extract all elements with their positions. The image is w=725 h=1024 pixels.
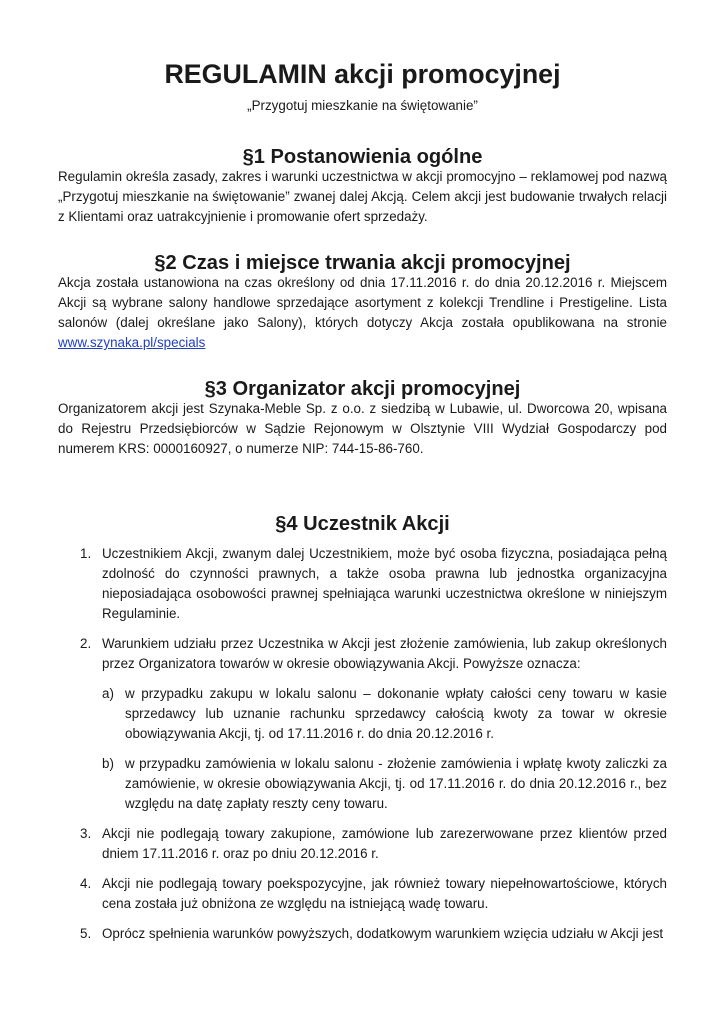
list-item (58, 544, 667, 624)
list-item-text: Oprócz spełnienia warunków powyższych, dodatkowym warunkiem wzięcia udziału w Akcji jest (102, 926, 664, 941)
sub-list-item (102, 684, 667, 744)
document-title: REGULAMIN akcji promocyjnej (164, 59, 561, 89)
section-3-heading: §3 Organizator akcji promocyjnej (204, 378, 521, 400)
list-item (58, 874, 667, 914)
section-participant (58, 514, 667, 944)
participant-rules-list (58, 544, 667, 944)
list-item-number: 1. (80, 546, 92, 561)
list-item-text: Uczestnikiem Akcji, zwanym dalej Uczestnikiem, może być osoba fizyczna, posiadająca pełną zdolność do czynności prawnych, a także osoba prawna lub jednostka organizacyjna nieposiadająca osobowości prawnej spełniająca warunki uczestnictwa określone w niniejszym Regulaminie. (102, 546, 667, 621)
specials-link[interactable]: www.szynaka.pl/specials (58, 335, 206, 350)
document-subtitle: „Przygotuj mieszkanie na świętowanie” (247, 98, 478, 113)
list-item-text: Akcji nie podlegają towary zakupione, zamówione lub zarezerwowane przez klientów przed dniem 17.11.2016 r. oraz po dniu 20.12.2016 r. (102, 826, 667, 861)
section-2-heading: §2 Czas i miejsce trwania akcji promocyjnej (154, 252, 571, 274)
list-item (58, 824, 667, 864)
list-item (58, 634, 667, 814)
section-1-heading: §1 Postanowienia ogólne (242, 146, 483, 168)
list-item (58, 924, 667, 944)
section-1-text: Regulamin określa zasady, zakres i warunki uczestnictwa w akcji promocyjno – reklamowej pod nazwą „Przygotuj mieszkanie na świętowanie” zwanej dalej Akcją. Celem akcji jest budowanie trwałych relacji z Klientami oraz uatrakcyjnienie i promowanie ofert sprzedaży. (58, 169, 667, 224)
sub-list-item-text: w przypadku zakupu w lokalu salonu – dokonanie wpłaty całości ceny towaru w kasie sprzedawcy lub uznanie rachunku sprzedawcy całością kwoty za towar w okresie obowiązywania Akcji, tj. od 17.11.2016 r. do dnia 20.12.2016 r. (125, 686, 667, 741)
sub-list-item-letter: a) (102, 686, 114, 701)
list-item-number: 3. (80, 826, 92, 841)
section-4-heading: §4 Uczestnik Akcji (275, 513, 450, 535)
section-general-provisions (58, 147, 667, 227)
list-item-number: 4. (80, 876, 92, 891)
sub-list-item-letter: b) (102, 756, 114, 771)
list-item-text: Warunkiem udziału przez Uczestnika w Akcji jest złożenie zamówienia, lub zakup określonych przez Organizatora towarów w okresie obowiązywania Akcji. Powyższe oznacza: (102, 636, 667, 671)
section-time-and-place (58, 253, 667, 353)
sub-list (102, 684, 667, 814)
section-2-text: Akcja została ustanowiona na czas określony od dnia 17.11.2016 r. do dnia 20.12.2016 r. Miejscem Akcji są wybrane salony handlowe sprzedające asortyment z kolekcji Trendline i Prestigeline. Lista salonów (dalej określane jako Salony), których dotyczy Akcja została opublikowana na stronie (58, 275, 667, 330)
list-item-number: 2. (80, 636, 92, 651)
sub-list-item-text: w przypadku zamówienia w lokalu salonu - złożenie zamówienia i wpłatę kwoty zaliczki za zamówienie, w okresie obowiązywania Akcji, tj. od 17.11.2016 r. do dnia 20.12.2016 r., bez względu na datę zapłaty reszty ceny towaru. (125, 756, 667, 811)
sub-list-item (102, 754, 667, 814)
list-item-text: Akcji nie podlegają towary poekspozycyjne, jak również towary niepełnowartościowe, których cena została już obniżona ze względu na istniejącą wadę towaru. (102, 876, 667, 911)
section-organizer (58, 379, 667, 459)
section-3-text: Organizatorem akcji jest Szynaka-Meble Sp. z o.o. z siedzibą w Lubawie, ul. Dworcowa 20, wpisana do Rejestru Przedsiębiorców w Sądzie Rejonowym w Olsztynie VIII Wydział Gospodarczy pod numerem KRS: 0000160927, o numerze NIP: 744-15-86-760. (58, 401, 667, 456)
section-2-paragraph (58, 273, 667, 353)
list-item-number: 5. (80, 926, 92, 941)
